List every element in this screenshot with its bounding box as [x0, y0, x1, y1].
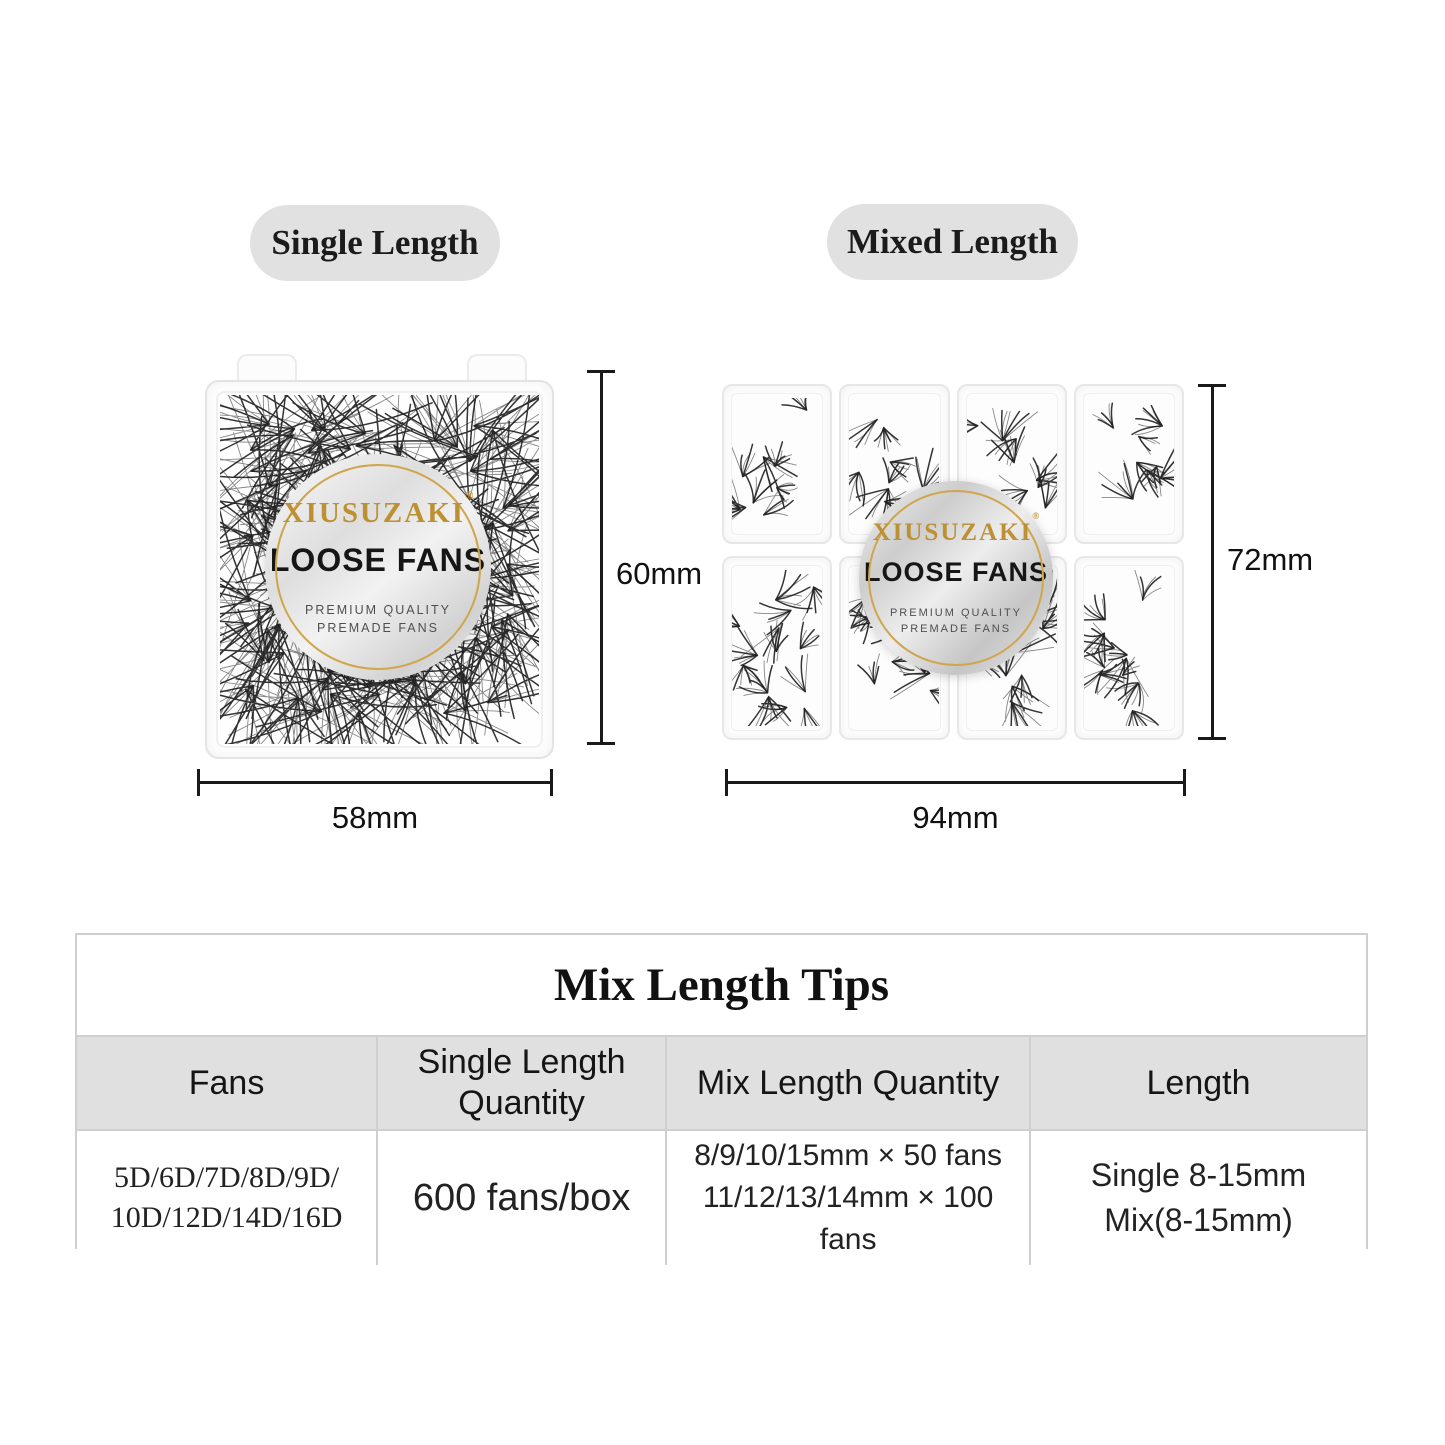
mixed-length-badge — [827, 204, 1078, 280]
lash-fans-cluster — [1084, 570, 1174, 726]
compartment-strip — [1074, 384, 1184, 740]
dimension-line-72mm — [1211, 384, 1214, 740]
dimension-line-58mm — [197, 781, 553, 784]
dimension-cap — [587, 370, 615, 373]
product-name: LOOSE FANS — [269, 541, 487, 578]
fans-line1: 5D/6D/7D/8D/9D/ — [114, 1160, 340, 1194]
product-name: LOOSE FANS — [863, 556, 1049, 587]
dimension-cap — [1198, 384, 1226, 387]
dimension-cap — [550, 769, 553, 796]
dimension-line-60mm — [600, 370, 603, 745]
brand-text: XIUSUZAKI — [282, 496, 466, 529]
dimension-label-58mm: 58mm — [331, 800, 419, 835]
compartment — [1074, 384, 1184, 544]
tagline-line2: PREMADE FANS — [900, 622, 1012, 635]
tagline-line1: PREMIUM QUALITY — [305, 602, 451, 617]
dimension-label-60mm: 60mm — [616, 556, 703, 591]
dimension-cap — [725, 769, 728, 796]
mix-quantity-line1: 8/9/10/15mm × 50 fans — [694, 1139, 1002, 1172]
length-line1: Single 8-15mm — [1090, 1157, 1307, 1194]
table-cell-mix-quantity — [665, 1129, 1029, 1265]
fans-line2: 10D/12D/14D/16D — [110, 1201, 343, 1234]
lash-fans-cluster — [732, 398, 822, 530]
dimension-cap — [197, 769, 200, 796]
table-cell-fans — [77, 1129, 376, 1265]
compartment — [722, 556, 832, 740]
table-cell-length — [1029, 1129, 1366, 1265]
table-header-fans: Fans — [77, 1037, 376, 1129]
tagline-line1: PREMIUM QUALITY — [889, 606, 1023, 619]
compartment — [1074, 556, 1184, 740]
registered-mark: ® — [465, 489, 474, 502]
length-line2: Mix(8-15mm) — [1104, 1202, 1293, 1238]
mixed-length-badge-label: Mixed Length — [847, 222, 1058, 261]
brand-text: XIUSUZAKI — [872, 518, 1033, 546]
lash-fans-cluster — [732, 570, 822, 726]
dimension-cap — [1183, 769, 1186, 796]
lash-fans-cluster — [1084, 398, 1174, 530]
dimension-line-94mm — [725, 781, 1186, 784]
single-length-badge-label: Single Length — [271, 223, 479, 262]
dimension-label-94mm: 94mm — [912, 800, 999, 835]
table-header-single-length-quantity: Single Length Quantity — [376, 1037, 665, 1129]
tagline-line2: PREMADE FANS — [317, 621, 439, 635]
table-header-mix-length-quantity: Mix Length Quantity — [665, 1037, 1029, 1129]
compartment — [722, 384, 832, 544]
brand-name — [872, 512, 1040, 547]
single-quantity-value: 600 fans/box — [412, 1176, 631, 1219]
spec-table — [75, 933, 1368, 1256]
dimension-label-72mm: 72mm — [1227, 542, 1314, 577]
product-label-mixed — [859, 481, 1053, 675]
table-cell-single-quantity — [376, 1129, 665, 1265]
dimension-cap — [587, 742, 615, 745]
brand-name — [282, 489, 474, 530]
dimension-cap — [1198, 737, 1226, 740]
label-gold-ring — [868, 490, 1044, 666]
product-label-single — [265, 454, 491, 680]
mix-quantity-line2: 11/12/13/14mm × 100 fans — [702, 1181, 994, 1256]
table-header-length: Length — [1029, 1037, 1366, 1129]
single-length-badge — [250, 205, 500, 281]
compartment-strip — [722, 384, 832, 740]
label-gold-ring — [275, 464, 481, 670]
registered-mark: ® — [1032, 512, 1040, 523]
table-title: Mix Length Tips — [77, 935, 1366, 1037]
